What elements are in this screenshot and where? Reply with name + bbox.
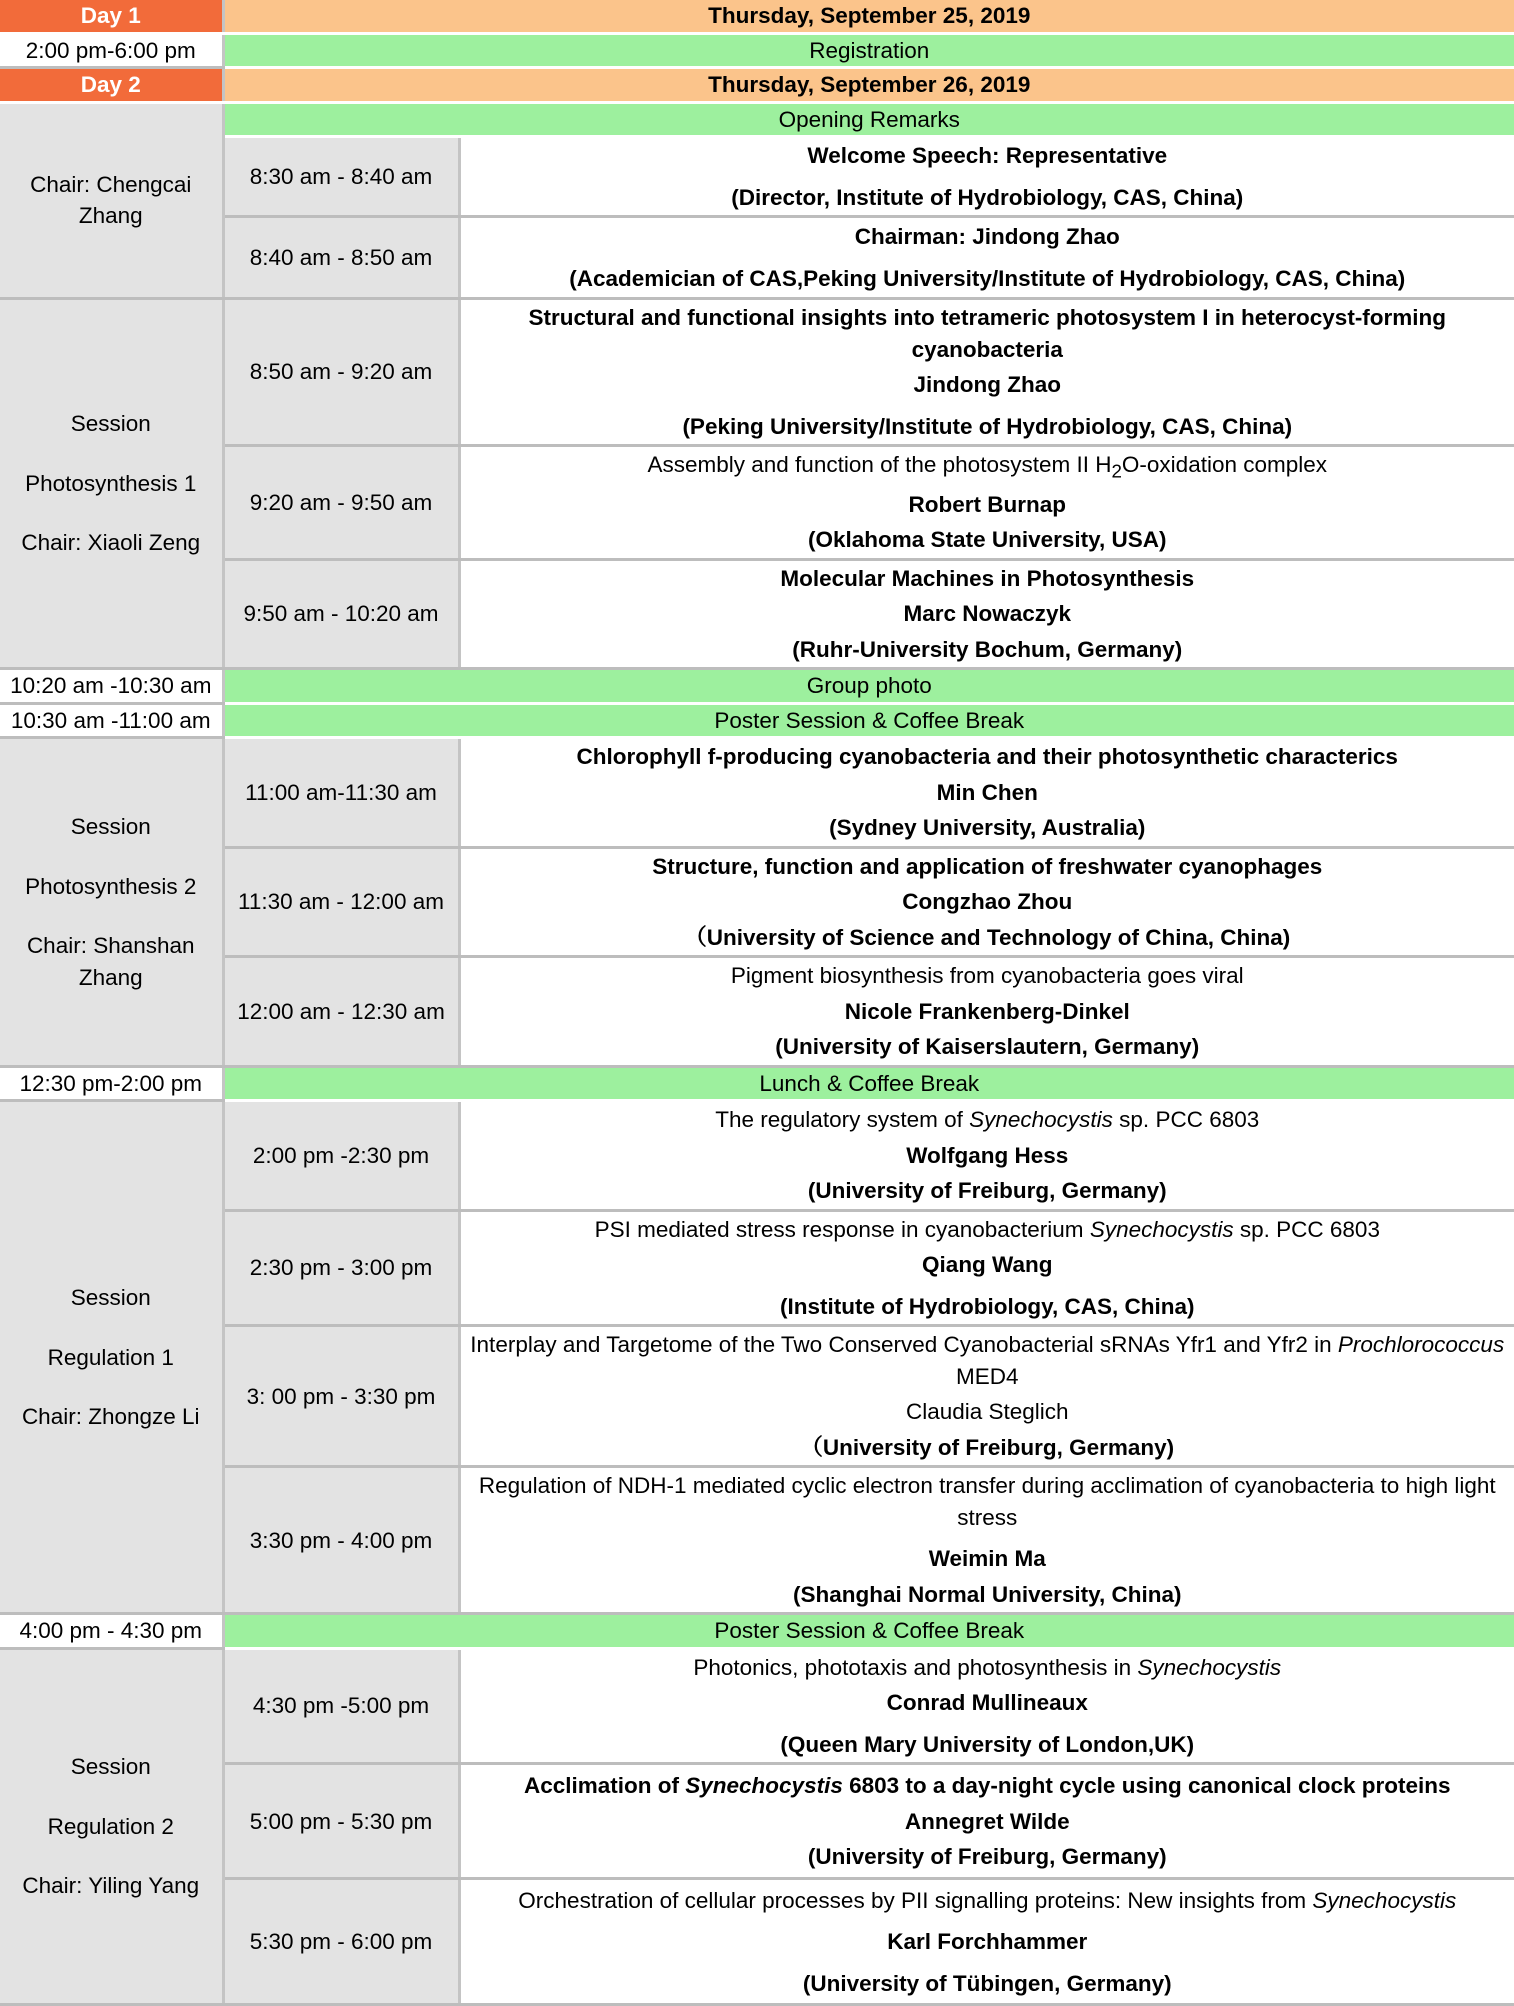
talk-details — [459, 847, 1514, 957]
talk-title: The regulatory system of Synechocystis sp. PCC 6803 — [715, 1107, 1260, 1133]
session-name: Regulation 1 — [47, 1344, 174, 1370]
opening-header-row — [0, 102, 1514, 137]
talk-details — [459, 957, 1514, 1067]
talk-time: 2:00 pm -2:30 pm — [223, 1101, 459, 1211]
registration-time: 2:00 pm-6:00 pm — [0, 33, 223, 68]
talk-speaker: Annegret Wilde — [904, 1808, 1070, 1834]
schedule-row — [0, 217, 1514, 299]
talk-affiliation: (Peking University/Institute of Hydrobiology, CAS, China) — [682, 413, 1293, 439]
talk-details — [459, 1210, 1514, 1326]
talk-time: 9:50 am - 10:20 am — [223, 559, 459, 669]
talk-time: 4:30 pm -5:00 pm — [223, 1648, 459, 1764]
talk-details — [459, 1648, 1514, 1764]
day2-label: Day 2 — [0, 68, 223, 103]
session-chair: Chair: Xiaoli Zeng — [21, 530, 201, 556]
talk-affiliation: (Shanghai Normal University, China) — [793, 1581, 1182, 1607]
talk-speaker: Marc Nowaczyk — [903, 601, 1072, 627]
session-name: Regulation 2 — [47, 1813, 174, 1839]
lunch-label: Lunch & Coffee Break — [223, 1066, 1514, 1101]
session-chair-cell — [0, 738, 223, 1067]
poster-session-row — [0, 703, 1514, 738]
schedule-row — [0, 957, 1514, 1067]
schedule-row — [0, 559, 1514, 669]
schedule-row — [0, 1764, 1514, 1879]
speech-affiliation: (Academician of CAS,Peking University/Institute of Hydrobiology, CAS, China) — [569, 265, 1406, 291]
talk-speaker: Wolfgang Hess — [906, 1142, 1069, 1168]
talk-speaker: Qiang Wang — [922, 1252, 1053, 1278]
schedule-row — [0, 1648, 1514, 1764]
talk-speaker: Robert Burnap — [908, 491, 1066, 517]
talk-title: Structural and functional insights into tetrameric photosystem I in heterocyst-forming cyanobacteria — [528, 305, 1447, 362]
talk-title: Interplay and Targetome of the Two Conserved Cyanobacterial sRNAs Yfr1 and Yfr2 in Prochlorococcus MED4 — [470, 1332, 1505, 1389]
talk-title: PSI mediated stress response in cyanobacterium Synechocystis sp. PCC 6803 — [594, 1216, 1380, 1242]
schedule-row — [0, 446, 1514, 560]
talk-details — [459, 299, 1514, 446]
talk-affiliation: (Sydney University, Australia) — [829, 815, 1146, 841]
talk-speaker: Min Chen — [936, 779, 1038, 805]
day2-date: Thursday, September 26, 2019 — [223, 68, 1514, 103]
talk-affiliation: (University of Freiburg, Germany) — [807, 1178, 1167, 1204]
talk-details — [459, 1101, 1514, 1211]
talk-time: 12:00 am - 12:30 am — [223, 957, 459, 1067]
session-label: Session — [70, 1285, 151, 1310]
opening-label: Opening Remarks — [223, 102, 1514, 137]
talk-speaker: Weimin Ma — [928, 1546, 1046, 1572]
talk-title: Acclimation of Synechocystis 6803 to a day-night cycle using canonical clock proteins — [523, 1773, 1451, 1798]
schedule-row — [0, 1326, 1514, 1467]
talk-time: 8:40 am - 8:50 am — [223, 217, 459, 299]
group-photo-label: Group photo — [223, 669, 1514, 704]
talk-details — [459, 1467, 1514, 1614]
talk-details — [459, 217, 1514, 299]
talk-affiliation: (University of Kaiserslautern, Germany) — [775, 1034, 1200, 1060]
schedule-row — [0, 1101, 1514, 1211]
session-chair: Chair: Yiling Yang — [22, 1873, 200, 1899]
day1-date: Thursday, September 25, 2019 — [223, 0, 1514, 33]
talk-time: 3:30 pm - 4:00 pm — [223, 1467, 459, 1614]
session-chair: Chair: Shanshan Zhang — [26, 933, 195, 990]
talk-title: Pigment biosynthesis from cyanobacteria goes viral — [730, 963, 1244, 989]
talk-time: 11:30 am - 12:00 am — [223, 847, 459, 957]
schedule-row — [0, 299, 1514, 446]
talk-speaker: Claudia Steglich — [905, 1399, 1069, 1425]
day2-row — [0, 68, 1514, 103]
schedule-row — [0, 1210, 1514, 1326]
session-name: Photosynthesis 2 — [25, 873, 197, 899]
lunch-row — [0, 1066, 1514, 1101]
session-label: Session — [70, 411, 151, 437]
session-chair: Chair: Zhongze Li — [21, 1404, 200, 1429]
lunch-time: 12:30 pm-2:00 pm — [0, 1066, 223, 1101]
opening-chair: Chair: Chengcai Zhang — [0, 102, 223, 299]
speech-title: Chairman: Jindong Zhao — [854, 224, 1120, 249]
talk-affiliation: (Queen Mary University of London,UK) — [780, 1731, 1195, 1757]
day1-row — [0, 0, 1514, 33]
registration-row — [0, 33, 1514, 68]
talk-title: Structure, function and application of freshwater cyanophages — [652, 853, 1323, 879]
talk-time: 5:30 pm - 6:00 pm — [223, 1879, 459, 2005]
talk-speaker: Congzhao Zhou — [902, 889, 1073, 915]
talk-speaker: Conrad Mullineaux — [886, 1690, 1088, 1716]
poster-session-label: Poster Session & Coffee Break — [223, 1614, 1514, 1649]
talk-time: 8:30 am - 8:40 am — [223, 137, 459, 217]
talk-title: Chlorophyll f-producing cyanobacteria and their photosynthetic characterics — [576, 744, 1398, 770]
talk-title: Orchestration of cellular processes by PII signalling proteins: New insights from Synechocystis — [518, 1887, 1457, 1913]
schedule-row — [0, 738, 1514, 848]
session-chair-cell — [0, 299, 223, 669]
talk-time: 9:20 am - 9:50 am — [223, 446, 459, 560]
schedule-row — [0, 137, 1514, 217]
talk-title: Regulation of NDH-1 mediated cyclic electron transfer during acclimation of cyanobacteria to high light stress — [478, 1473, 1496, 1530]
speech-affiliation: (Director, Institute of Hydrobiology, CAS, China) — [731, 184, 1244, 210]
talk-affiliation: (Oklahoma State University, USA) — [808, 527, 1167, 553]
talk-time: 2:30 pm - 3:00 pm — [223, 1210, 459, 1326]
group-photo-time: 10:20 am -10:30 am — [0, 669, 223, 704]
speech-title: Welcome Speech: Representative — [807, 143, 1168, 168]
talk-affiliation: (Ruhr-University Bochum, Germany) — [792, 636, 1183, 662]
talk-affiliation: （University of Freiburg, Germany) — [800, 1434, 1175, 1460]
talk-details — [459, 1764, 1514, 1879]
talk-details — [459, 1326, 1514, 1467]
talk-affiliation: （University of Science and Technology of China, China) — [684, 924, 1291, 950]
talk-details — [459, 137, 1514, 217]
talk-title: Molecular Machines in Photosynthesis — [780, 565, 1195, 591]
talk-details — [459, 446, 1514, 560]
group-photo-row — [0, 669, 1514, 704]
registration-label: Registration — [223, 33, 1514, 68]
talk-time: 8:50 am - 9:20 am — [223, 299, 459, 446]
talk-title: Photonics, phototaxis and photosynthesis in Synechocystis — [693, 1654, 1282, 1680]
talk-speaker: Nicole Frankenberg-Dinkel — [844, 998, 1130, 1024]
talk-affiliation: (Institute of Hydrobiology, CAS, China) — [779, 1293, 1195, 1319]
talk-details — [459, 559, 1514, 669]
schedule-row — [0, 1879, 1514, 2005]
talk-time: 5:00 pm - 5:30 pm — [223, 1764, 459, 1879]
poster-session-time: 4:00 pm - 4:30 pm — [0, 1614, 223, 1649]
session-chair-cell — [0, 1101, 223, 1614]
talk-details — [459, 738, 1514, 848]
talk-affiliation: (University of Tübingen, Germany) — [802, 1970, 1172, 1996]
poster-session-label: Poster Session & Coffee Break — [223, 703, 1514, 738]
session-label: Session — [70, 814, 151, 839]
talk-time: 3: 00 pm - 3:30 pm — [223, 1326, 459, 1467]
talk-title: Assembly and function of the photosystem II $H_2O$-oxidation complex — [647, 452, 1328, 482]
talk-affiliation: (University of Freiburg, Germany) — [807, 1844, 1167, 1869]
talk-details — [459, 1879, 1514, 2005]
schedule-row — [0, 847, 1514, 957]
session-chair-cell — [0, 1648, 223, 2005]
poster-session-row — [0, 1614, 1514, 1649]
session-name: Photosynthesis 1 — [25, 470, 197, 496]
session-label: Session — [70, 1754, 151, 1780]
poster-session-time: 10:30 am -11:00 am — [0, 703, 223, 738]
talk-time: 11:00 am-11:30 am — [223, 738, 459, 848]
day1-label: Day 1 — [0, 0, 223, 33]
talk-speaker: Karl Forchhammer — [887, 1929, 1088, 1954]
talk-speaker: Jindong Zhao — [913, 372, 1061, 397]
schedule-row — [0, 1467, 1514, 1614]
